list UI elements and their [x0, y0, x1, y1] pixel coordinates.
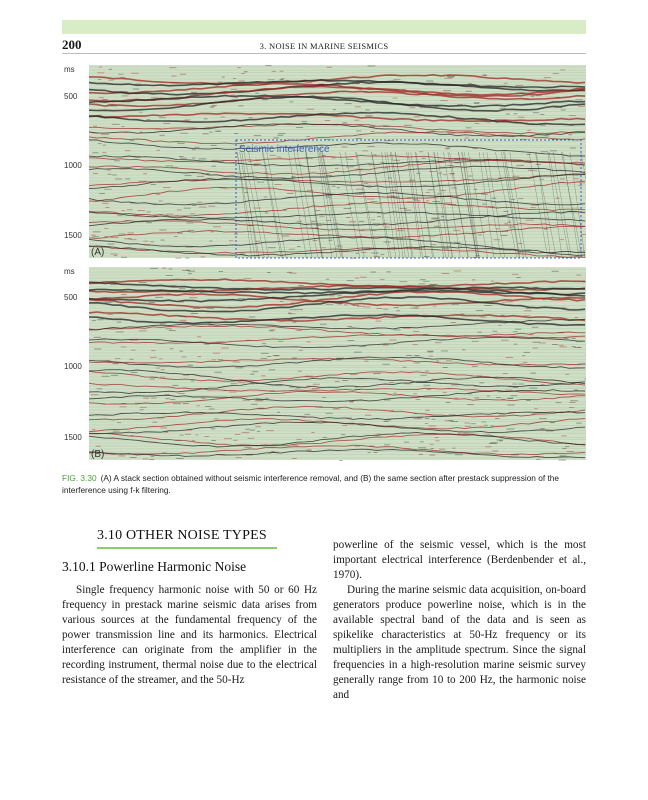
axis-unit-label: ms: [64, 65, 75, 74]
seismic-panel-a: [62, 62, 586, 261]
seismic-panel-b: [62, 264, 586, 463]
body-paragraph: powerline of the seismic vessel, which is the most important electrical interference (Berdenbender et al., 1970).: [333, 539, 586, 581]
tick-label-500: 500: [64, 293, 78, 302]
figure-caption: [62, 472, 586, 496]
running-head: 3. NOISE IN MARINE SEISMICS: [259, 41, 389, 51]
section-heading: 3.10 OTHER NOISE TYPES: [97, 528, 267, 543]
caption-label: FIG. 3.30: [62, 473, 97, 483]
header-rule: [62, 53, 586, 54]
seismic-section-b-image: [62, 264, 586, 463]
tick-label-1500: 1500: [64, 433, 82, 442]
tick-label-1500: 1500: [64, 231, 82, 240]
subsection-heading: 3.10.1 Powerline Harmonic Noise: [62, 559, 247, 574]
tick-label-500: 500: [64, 92, 78, 101]
seismic-texture: [89, 267, 586, 461]
page-number: 200: [62, 37, 82, 52]
caption-text: (A) A stack section obtained without seismic interference removal, and (B) the same section after prestack suppression of the interference using f-k filtering.: [62, 473, 559, 495]
body-paragraph: During the marine seismic data acquisition, on-board generators produce powerline noise, which is in the available spectral band of the data and is seen as spikelike characteristics at 50-Hz frequency or its multipliers in the amplitude spectrum. Since the signal frequencies in a high-resolution marine seismic survey generally range from 10 to 200 Hz, the harmonic noise and: [333, 584, 586, 701]
panel-letter-a: (A): [91, 247, 105, 258]
axis-unit-label: ms: [64, 267, 75, 276]
seismic-section-a-image: [62, 62, 586, 261]
tick-label-1000: 1000: [64, 161, 82, 170]
section-underline: [97, 547, 277, 549]
interference-label: Seismic interference: [239, 144, 330, 155]
seismic-texture: [89, 65, 586, 259]
body-paragraph: Single frequency harmonic noise with 50 or 60 Hz frequency in prestack marine seismic data arises from various sources at the fundamental frequency of the power transmission line and its harmonics. Electrical interference can originate from the amplifier in the recording instrument, thermal noise due to the electrical resistance of the streamer, and the 50-Hz: [62, 584, 317, 686]
tick-label-1000: 1000: [64, 362, 82, 371]
right-column: [333, 538, 586, 703]
panel-letter-b: (B): [91, 449, 105, 460]
left-column: [62, 583, 317, 688]
header-band: [62, 20, 586, 34]
